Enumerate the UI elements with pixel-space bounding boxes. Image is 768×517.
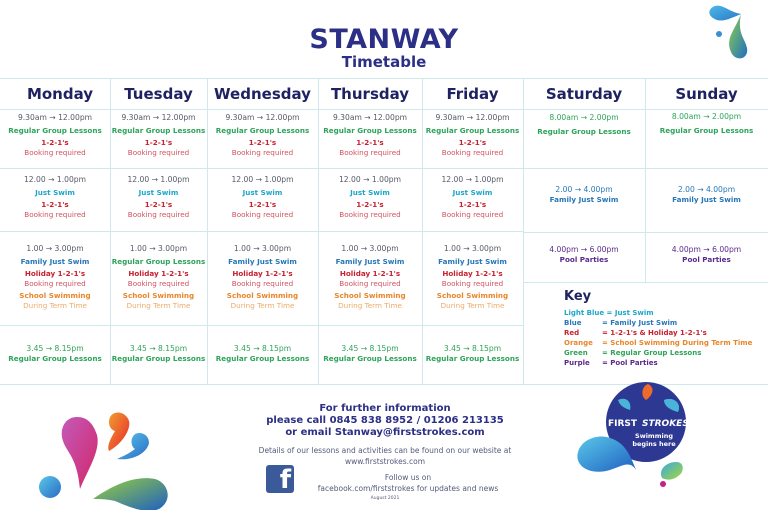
first-strokes-logo bbox=[570, 378, 710, 508]
session-extra-note: Booking required bbox=[231, 147, 294, 157]
session-activity: Just Swim bbox=[242, 187, 283, 197]
contact-info bbox=[250, 403, 520, 439]
key-color-name: Red bbox=[564, 329, 580, 337]
session-extra: 1-2-1's bbox=[458, 200, 487, 210]
timetable-cell-wednesday-afternoon bbox=[207, 244, 318, 311]
key-meaning: = School Swimming During Term Time bbox=[602, 339, 753, 347]
session-extra-note: Booking required bbox=[339, 278, 401, 288]
day-header-thursday: Thursday bbox=[330, 85, 410, 103]
session-time: 3.45 → 8.15pm bbox=[443, 344, 502, 353]
session-extra: 1-2-1's bbox=[144, 200, 173, 210]
timetable-cell-thursday-morning bbox=[318, 113, 422, 157]
session-school-note: During Term Time bbox=[338, 300, 402, 310]
facebook-follow-label: Follow us on bbox=[384, 473, 432, 482]
session-school: School Swimming bbox=[19, 291, 91, 301]
logo-tagline-1: Swimming bbox=[635, 432, 673, 440]
session-extra: 1-2-1's bbox=[356, 138, 384, 148]
timetable-cell-tuesday-midday bbox=[110, 175, 207, 219]
timetable-cell-saturday-afternoon bbox=[523, 185, 645, 204]
publish-date: August 2021 bbox=[370, 496, 400, 501]
contact-heading: For further information bbox=[319, 403, 451, 414]
key-meaning: = Just Swim bbox=[606, 309, 654, 317]
session-activity: Regular Group Lessons bbox=[111, 353, 206, 363]
session-extra-note: Booking required bbox=[339, 147, 401, 157]
session-activity: Just Swim bbox=[350, 187, 390, 197]
contact-email[interactable]: or email Stanway@firststrokes.com bbox=[285, 427, 485, 438]
logo-tagline-2: begins here bbox=[632, 440, 676, 448]
session-time: 12.00 → 1.00pm bbox=[338, 175, 402, 184]
session-activity: Regular Group Lessons bbox=[659, 125, 754, 135]
key-title: Key bbox=[564, 289, 592, 304]
key-meaning: = Pool Parties bbox=[602, 359, 658, 367]
timetable-cell-sunday-afternoon bbox=[645, 185, 768, 204]
session-extra: Holiday 1-2-1's bbox=[442, 269, 503, 279]
session-time: 2.00 → 4.00pm bbox=[555, 185, 613, 194]
timetable-cell-monday-afternoon bbox=[0, 244, 110, 311]
session-time: 12.00 → 1.00pm bbox=[127, 175, 190, 184]
day-header-saturday: Saturday bbox=[545, 85, 623, 103]
session-extra-note: Booking required bbox=[441, 209, 504, 219]
splash-decoration-icon bbox=[35, 405, 175, 510]
key-item-purple bbox=[564, 358, 658, 368]
timetable-cell-sunday-evening bbox=[645, 245, 768, 264]
session-time: 1.00 → 3.00pm bbox=[233, 244, 292, 253]
session-extra-note: Booking required bbox=[441, 278, 504, 288]
session-activity: Regular Group Lessons bbox=[215, 353, 310, 363]
timetable-cell-sunday-morning bbox=[645, 112, 768, 135]
website-info bbox=[250, 445, 520, 467]
session-time: 3.45 → 8.15pm bbox=[341, 344, 399, 353]
session-extra-note: Booking required bbox=[24, 278, 86, 288]
session-extra: Holiday 1-2-1's bbox=[339, 269, 401, 279]
timetable-cell-monday-midday bbox=[0, 175, 110, 219]
grid-line bbox=[0, 109, 768, 110]
logo-first: FIRST bbox=[608, 419, 638, 429]
session-school-note: During Term Time bbox=[126, 300, 191, 310]
timetable-cell-tuesday-evening bbox=[110, 344, 207, 363]
session-extra: Holiday 1-2-1's bbox=[24, 269, 86, 279]
key-item-orange bbox=[564, 338, 752, 348]
key-color-name: Light Blue bbox=[564, 309, 605, 317]
session-extra-note: Booking required bbox=[24, 147, 86, 157]
key-meaning: = 1-2-1's & Holiday 1-2-1's bbox=[602, 329, 707, 337]
session-activity: Regular Group Lessons bbox=[215, 125, 310, 135]
session-time: 9.30am → 12.00pm bbox=[332, 113, 408, 122]
facebook-info bbox=[290, 472, 526, 494]
grid-line bbox=[523, 282, 768, 283]
timetable-cell-tuesday-morning bbox=[110, 113, 207, 157]
session-activity: Pool Parties bbox=[682, 254, 731, 264]
day-header-tuesday: Tuesday bbox=[124, 85, 193, 103]
session-extra: 1-2-1's bbox=[458, 138, 487, 148]
session-time: 8.00am → 2.00pm bbox=[549, 113, 619, 122]
grid-line bbox=[0, 231, 523, 232]
session-extra: Holiday 1-2-1's bbox=[128, 269, 189, 279]
session-extra-note: Booking required bbox=[127, 209, 190, 219]
session-time: 9.30am → 12.00pm bbox=[225, 113, 300, 122]
timetable-cell-friday-midday bbox=[422, 175, 523, 219]
key-meaning: = Regular Group Lessons bbox=[602, 349, 702, 357]
session-time: 12.00 → 1.00pm bbox=[23, 175, 87, 184]
day-header-monday: Monday bbox=[26, 85, 94, 103]
session-activity: Family Just Swim bbox=[672, 194, 741, 204]
day-header-sunday: Sunday bbox=[675, 85, 738, 103]
session-activity: Regular Group Lessons bbox=[8, 125, 102, 135]
session-activity: Regular Group Lessons bbox=[425, 353, 520, 363]
session-time: 9.30am → 12.00pm bbox=[17, 113, 93, 122]
timetable-cell-friday-morning bbox=[422, 113, 523, 157]
session-time: 3.45 → 8.15pm bbox=[129, 344, 188, 353]
grid-line bbox=[0, 168, 768, 169]
session-activity: Family Just Swim bbox=[20, 256, 90, 266]
session-activity: Regular Group Lessons bbox=[111, 256, 206, 266]
session-school: School Swimming bbox=[436, 291, 509, 301]
page-subtitle: Timetable bbox=[341, 53, 427, 71]
session-extra-note: Booking required bbox=[127, 147, 190, 157]
key-item-red bbox=[564, 328, 707, 338]
session-extra: Holiday 1-2-1's bbox=[232, 269, 293, 279]
timetable-cell-saturday-evening bbox=[523, 245, 645, 264]
session-time: 4.00pm → 6.00pm bbox=[671, 245, 742, 254]
session-activity: Regular Group Lessons bbox=[425, 125, 520, 135]
session-activity: Regular Group Lessons bbox=[323, 353, 417, 363]
timetable-cell-wednesday-evening bbox=[207, 344, 318, 363]
session-school: School Swimming bbox=[334, 291, 406, 301]
day-header-wednesday: Wednesday bbox=[214, 85, 311, 103]
session-extra: 1-2-1's bbox=[356, 200, 384, 210]
session-school: School Swimming bbox=[122, 291, 195, 301]
session-activity: Family Just Swim bbox=[335, 256, 405, 266]
session-time: 1.00 → 3.00pm bbox=[341, 244, 399, 253]
key-color-name: Green bbox=[564, 349, 588, 357]
session-activity: Regular Group Lessons bbox=[8, 353, 102, 363]
timetable-cell-friday-afternoon bbox=[422, 244, 523, 311]
timetable-cell-wednesday-morning bbox=[207, 113, 318, 157]
facebook-link[interactable]: facebook.com/firststrokes for updates and news bbox=[317, 484, 499, 493]
session-extra-note: Booking required bbox=[441, 147, 504, 157]
session-extra: 1-2-1's bbox=[41, 138, 69, 148]
facebook-icon[interactable]: f bbox=[266, 465, 294, 493]
logo-strokes: STROKES bbox=[642, 419, 689, 429]
session-extra: 1-2-1's bbox=[41, 200, 69, 210]
session-time: 4.00pm → 6.00pm bbox=[549, 245, 619, 254]
session-extra-note: Booking required bbox=[231, 209, 294, 219]
grid-line bbox=[0, 325, 523, 326]
page-title: STANWAY bbox=[309, 24, 459, 55]
session-extra-note: Booking required bbox=[127, 278, 190, 288]
session-time: 1.00 → 3.00pm bbox=[129, 244, 188, 253]
session-activity: Family Just Swim bbox=[438, 256, 507, 266]
session-activity: Pool Parties bbox=[559, 254, 609, 264]
timetable-cell-saturday-morning bbox=[523, 113, 645, 136]
session-activity: Regular Group Lessons bbox=[111, 125, 206, 135]
session-extra: 1-2-1's bbox=[248, 138, 277, 148]
key-item-green bbox=[564, 348, 701, 358]
session-school-note: During Term Time bbox=[230, 300, 295, 310]
key-color-name: Orange bbox=[564, 339, 593, 347]
session-time: 2.00 → 4.00pm bbox=[677, 185, 736, 194]
timetable-cell-monday-morning bbox=[0, 113, 110, 157]
timetable-cell-friday-evening bbox=[422, 344, 523, 363]
timetable-cell-wednesday-midday bbox=[207, 175, 318, 219]
key-color-name: Blue bbox=[564, 319, 582, 327]
session-time: 9.30am → 12.00pm bbox=[435, 113, 510, 122]
session-extra: 1-2-1's bbox=[144, 138, 173, 148]
timetable-cell-tuesday-afternoon bbox=[110, 244, 207, 311]
session-school-note: During Term Time bbox=[440, 300, 505, 310]
session-time: 8.00am → 2.00pm bbox=[671, 112, 742, 121]
key-meaning: = Family Just Swim bbox=[602, 319, 678, 327]
timetable-cell-thursday-evening bbox=[318, 344, 422, 363]
website-description: Details of our lessons and activities can be found on our website at bbox=[258, 446, 512, 455]
session-activity: Regular Group Lessons bbox=[323, 125, 417, 135]
session-time: 3.45 → 8.15pm bbox=[26, 344, 84, 353]
session-activity: Family Just Swim bbox=[228, 256, 297, 266]
session-time: 1.00 → 3.00pm bbox=[26, 244, 84, 253]
session-time: 3.45 → 8.15pm bbox=[233, 344, 292, 353]
session-extra-note: Booking required bbox=[231, 278, 294, 288]
timetable-cell-monday-evening bbox=[0, 344, 110, 363]
timetable-cell-thursday-midday bbox=[318, 175, 422, 219]
session-extra-note: Booking required bbox=[24, 209, 86, 219]
session-time: 12.00 → 1.00pm bbox=[441, 175, 504, 184]
timetable-cell-thursday-afternoon bbox=[318, 244, 422, 311]
session-time: 1.00 → 3.00pm bbox=[443, 244, 502, 253]
website-link[interactable]: www.firststrokes.com bbox=[344, 457, 426, 466]
session-time: 12.00 → 1.00pm bbox=[231, 175, 294, 184]
session-activity: Family Just Swim bbox=[549, 194, 619, 204]
key-item-light-blue bbox=[564, 308, 654, 318]
session-activity: Just Swim bbox=[138, 187, 179, 197]
session-activity: Regular Group Lessons bbox=[537, 126, 631, 136]
key-color-name: Purple bbox=[564, 359, 590, 367]
session-activity: Just Swim bbox=[35, 187, 75, 197]
contact-phone[interactable]: please call 0845 838 8952 / 01206 213135 bbox=[266, 415, 504, 426]
session-extra: 1-2-1's bbox=[248, 200, 277, 210]
key-item-blue bbox=[564, 318, 677, 328]
session-school: School Swimming bbox=[226, 291, 299, 301]
day-header-friday: Friday bbox=[446, 85, 499, 103]
session-time: 9.30am → 12.00pm bbox=[121, 113, 196, 122]
session-extra-note: Booking required bbox=[339, 209, 401, 219]
session-school-note: During Term Time bbox=[23, 300, 87, 310]
session-activity: Just Swim bbox=[452, 187, 493, 197]
